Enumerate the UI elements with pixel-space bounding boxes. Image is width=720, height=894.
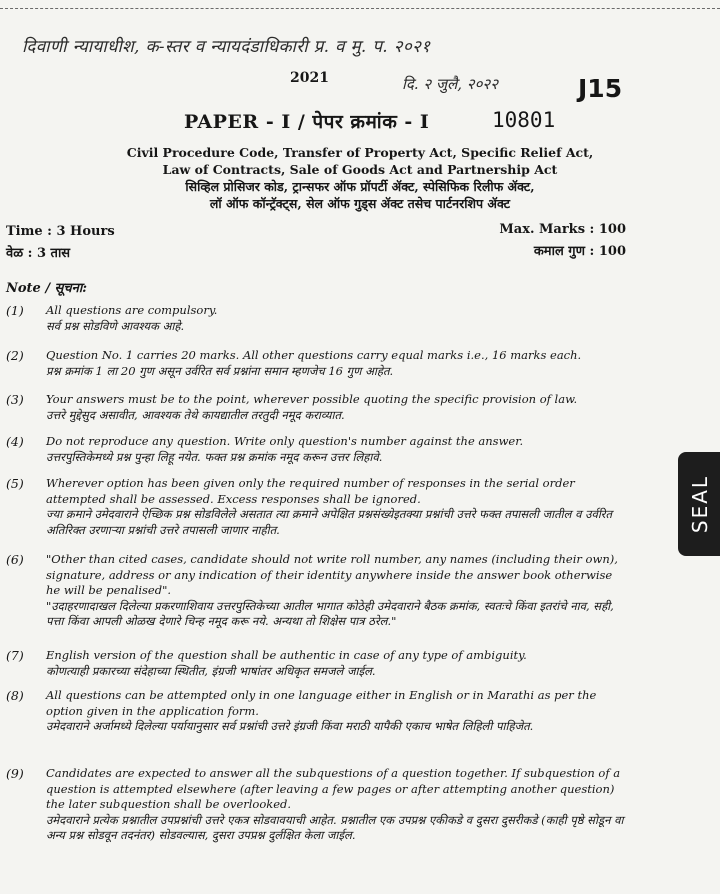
seal-label: SEAL <box>688 474 712 534</box>
instruction-english: Wherever option has been given only the required number of responses in the serial order attempted shall be assessed. Excess responses shall be ignored. <box>46 476 575 506</box>
handwritten-date: दि. २ जुलै, २०२२ <box>402 75 498 93</box>
instruction-item <box>6 348 630 379</box>
top-dashed-line <box>0 8 720 9</box>
seal-tab <box>678 452 720 556</box>
instruction-english: All questions can be attempted only in one language either in English or in Marathi as per the option given in the application form. <box>46 688 597 718</box>
instruction-number: (1) <box>6 303 24 318</box>
time-marathi: वेळ : 3 तास <box>6 246 71 261</box>
instruction-marathi: सर्व प्रश्न सोडविणे आवश्यक आहे. <box>46 318 185 333</box>
exam-year: 2021 <box>290 70 329 86</box>
instruction-marathi: प्रश्न क्रमांक 1 ला 20 गुण असून उर्वरित सर्व प्रश्नांना समान म्हणजेच 16 गुण आहेत. <box>46 363 394 378</box>
instruction-marathi: उत्तरपुस्तिकेमध्ये प्रश्न पुन्हा लिहू नयेत. फक्त प्रश्न क्रमांक नमूद करून उत्तर लिहावे. <box>46 449 383 464</box>
instruction-marathi: कोणत्याही प्रकारच्या संदेहाच्या स्थितीत, इंग्रजी भाषांतर अधिकृत समजले जाईल. <box>46 663 376 678</box>
note-label: Note / सूचना: <box>6 281 88 296</box>
instruction-marathi: उमेदवाराने अर्जामध्ये दिलेल्या पर्यायानुसार सर्व प्रश्नांची उत्तरे इंग्रजी किंवा मराठी यापैकी एकाच भाषेत लिहिली पाहिजेत. <box>46 719 534 733</box>
instruction-number: (2) <box>6 348 24 363</box>
instruction-number: (5) <box>6 476 24 491</box>
subject-english-line-1: Civil Procedure Code, Transfer of Property Act, Specific Relief Act, <box>126 145 594 160</box>
instruction-number: (7) <box>6 648 24 663</box>
max-marks-english: Max. Marks : 100 <box>499 222 626 237</box>
subject-marathi-line-2: लॉ ऑफ कॉन्ट्रॅक्ट्स, सेल ऑफ गुड्स ॲक्ट तसेच पार्टनरशिप ॲक्ट <box>209 196 511 211</box>
instruction-item <box>6 434 630 465</box>
handwritten-exam-title: दिवाणी न्यायाधीश, क-स्तर व न्यायदंडाधिकारी प्र. व मु. प. २०२१ <box>22 37 431 57</box>
subject-marathi-line-1: सिव्हिल प्रोसिजर कोड, ट्रान्सफर ऑफ प्रॉपर्टी ॲक्ट, स्पेसिफिक रिलीफ ॲक्ट, <box>185 179 535 194</box>
max-marks-marathi: कमाल गुण : 100 <box>533 244 626 259</box>
instruction-item <box>6 303 630 334</box>
instruction-item <box>6 476 630 538</box>
instruction-english: Candidates are expected to answer all the subquestions of a question together. If subquestion of a question is attempted elsewhere (after leaving a few pages or after attempting another question) the later subquestion shall be overlooked. <box>46 766 621 811</box>
subject-english-line-2: Law of Contracts, Sale of Goods Act and Partnership Act <box>162 162 558 177</box>
instruction-item <box>6 688 630 735</box>
paper-code: J15 <box>578 74 623 103</box>
instruction-number: (6) <box>6 552 24 567</box>
instruction-english: Do not reproduce any question. Write only question's number against the answer. <box>46 434 524 448</box>
instruction-marathi: उमेदवाराने प्रत्येक प्रश्नातील उपप्रश्नांची उत्तरे एकत्र सोडवावयाची आहेत. प्रश्नातील एक उपप्रश्न एकीकडे व दुसरा दुसरीकडे (काही पृष्ठे सोडून वा अन्य प्रश्न सोडवून तदनंतर) सोडवल्यास, दुसरा उपप्रश्न दुर्लक्षित केला जाईल. <box>46 812 624 842</box>
instruction-english: All questions are compulsory. <box>46 303 218 317</box>
instruction-english: Your answers must be to the point, wherever possible quoting the specific provision of law. <box>46 392 578 406</box>
instruction-item <box>6 648 630 679</box>
instruction-english: Question No. 1 carries 20 marks. All other questions carry equal marks i.e., 16 marks each. <box>46 348 582 362</box>
instruction-marathi: ज्या क्रमाने उमेदवाराने ऐच्छिक प्रश्न सोडविलेले असतात त्या क्रमाने अपेक्षित प्रश्नसंख्येइतक्या प्रश्नांची उत्तरे फक्त तपासली जातील व उर्वरित अतिरिक्त उरणाऱ्या प्रश्नांची उत्तरे तपासली जाणार नाहीत. <box>46 507 613 537</box>
instruction-marathi: उत्तरे मुद्देसुद असावीत, आवश्यक तेथे कायद्यातील तरतुदी नमूद कराव्यात. <box>46 407 345 422</box>
serial-number: 10801 <box>492 108 556 132</box>
instruction-number: (3) <box>6 392 24 407</box>
instruction-number: (9) <box>6 766 24 781</box>
instruction-number: (8) <box>6 688 24 703</box>
instruction-item <box>6 392 630 423</box>
instruction-english: English version of the question shall be authentic in case of any type of ambiguity. <box>46 648 527 662</box>
instruction-marathi: "उदाहरणादाखल दिलेल्या प्रकरणाशिवाय उत्तरपुस्तिकेच्या आतील भागात कोठेही उमेदवाराने बैठक क्रमांक, स्वतःचे किंवा इतरांचे नाव, सही, पत्ता किंवा आपली ओळख देणारे चिन्ह नमूद करू नये. अन्यथा तो शिक्षेस पात्र ठरेल." <box>46 598 614 628</box>
instruction-item <box>6 766 630 844</box>
time-english: Time : 3 Hours <box>6 224 115 239</box>
paper-title: PAPER - I / पेपर क्रमांक - I <box>184 111 430 133</box>
instruction-english: "Other than cited cases, candidate should not write roll number, any names (including their own), signature, address or any indication of their identity anywhere inside the answer book otherwise he will be penalised". <box>46 552 618 597</box>
instruction-item <box>6 552 630 630</box>
instruction-number: (4) <box>6 434 24 449</box>
